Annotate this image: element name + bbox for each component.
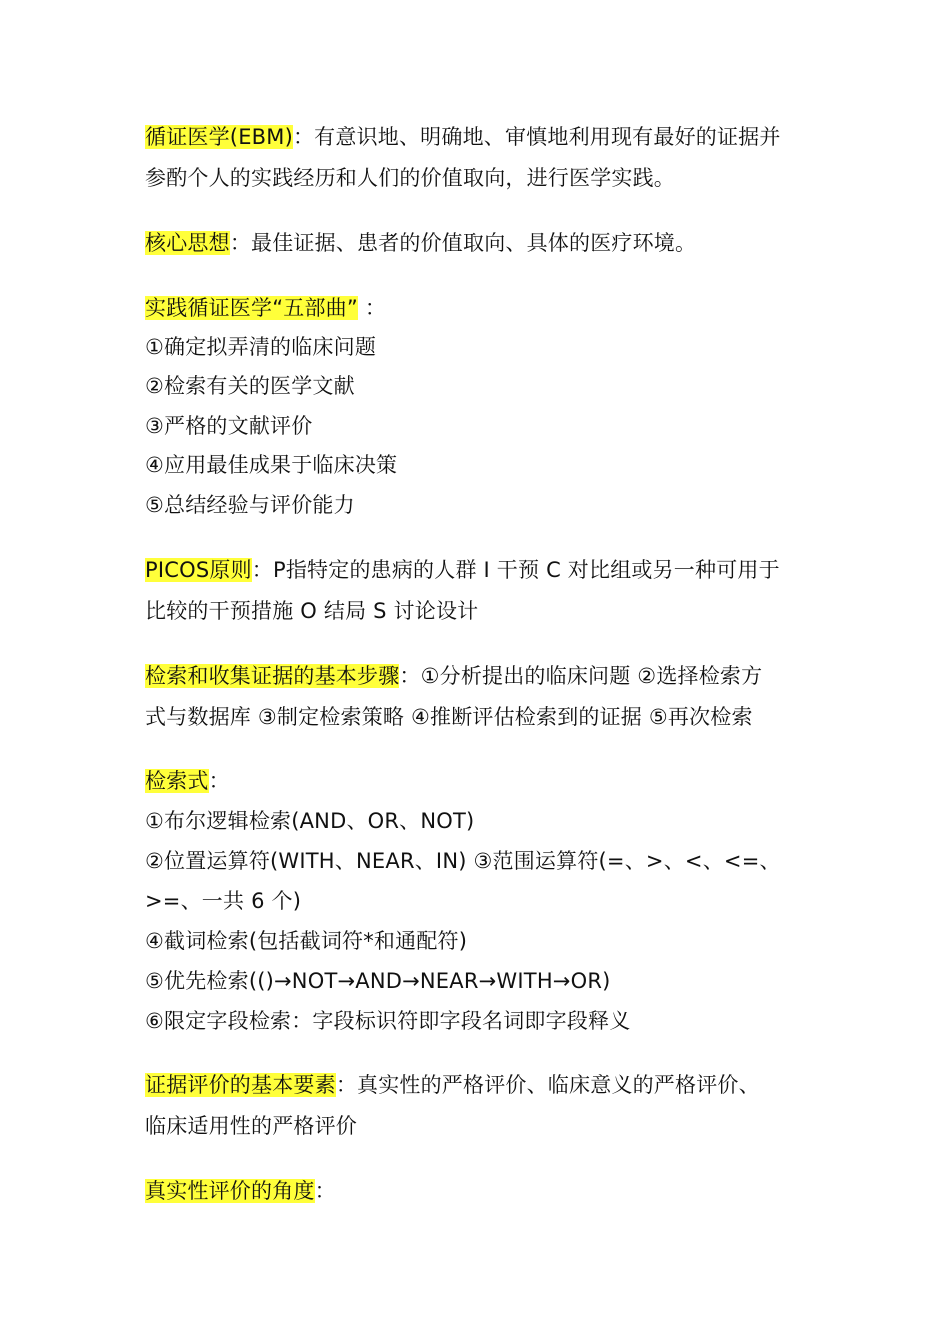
five-steps-heading: 实践循证医学“五部曲” [145, 296, 358, 320]
search-steps-line-2: 式与数据库 ③制定检索策略 ④推断评估检索到的证据 ⑤再次检索 [145, 705, 753, 729]
picos-line-2: 比较的干预措施 O 结局 S 讨论设计 [145, 599, 479, 623]
ebm-line-1 [145, 122, 781, 152]
five-steps-item-5: ⑤总结经验与评价能力 [145, 493, 355, 517]
search-query-heading: 检索式 [145, 769, 209, 793]
evidence-eval-text-1: ：真实性的严格评价、临床意义的严格评价、 [335, 1073, 760, 1097]
picos-text-1: ：P指特定的患病的人群 I 干预 C 对比组或另一种可用于 [251, 558, 780, 582]
five-steps-item-3: ③严格的文献评价 [145, 414, 313, 438]
ebm-definition-1: ：有意识地、明确地、审慎地利用现有最好的证据并 [292, 125, 781, 149]
search-steps-heading: 检索和收集证据的基本步骤 [145, 664, 400, 688]
five-steps-item-1: ①确定拟弄清的临床问题 [145, 335, 377, 359]
five-steps-suffix: ： [357, 296, 387, 320]
search-query-heading-line [145, 766, 230, 796]
search-query-item-2: ②位置运算符(WITH、NEAR、IN) ③范围运算符(=、>、<、<=、 [145, 849, 781, 873]
core-idea-text: ：最佳证据、患者的价值取向、具体的医疗环境。 [229, 231, 697, 255]
ebm-line-2: 参酌个人的实践经历和人们的价值取向，进行医学实践。 [145, 166, 675, 190]
evidence-eval-heading: 证据评价的基本要素 [145, 1073, 336, 1097]
picos-heading: PICOS原则 [145, 558, 252, 582]
five-steps-heading-line [145, 293, 386, 323]
ebm-heading: 循证医学(EBM) [145, 125, 293, 149]
core-idea-line [145, 228, 696, 258]
search-query-item-3: ④截词检索(包括截词符*和通配符) [145, 929, 468, 953]
search-query-suffix: ： [208, 769, 230, 793]
validity-heading-line [145, 1176, 336, 1206]
evidence-eval-line-1 [145, 1070, 760, 1100]
validity-suffix: ： [314, 1179, 336, 1203]
search-steps-line-1 [145, 661, 762, 691]
search-query-item-1: ①布尔逻辑检索(AND、OR、NOT) [145, 809, 475, 833]
search-steps-text-1: ：①分析提出的临床问题 ②选择检索方 [399, 664, 763, 688]
core-idea-heading: 核心思想 [145, 231, 230, 255]
validity-heading: 真实性评价的角度 [145, 1179, 315, 1203]
search-query-item-5: ⑥限定字段检索：字段标识符即字段名词即字段释义 [145, 1009, 631, 1033]
five-steps-item-4: ④应用最佳成果于临床决策 [145, 453, 398, 477]
search-query-item-2-cont: >=、一共 6 个) [145, 889, 302, 913]
search-query-item-4: ⑤优先检索(()→NOT→AND→NEAR→WITH→OR) [145, 969, 611, 993]
picos-line-1 [145, 555, 780, 585]
evidence-eval-line-2: 临床适用性的严格评价 [145, 1114, 357, 1138]
five-steps-item-2: ②检索有关的医学文献 [145, 374, 355, 398]
